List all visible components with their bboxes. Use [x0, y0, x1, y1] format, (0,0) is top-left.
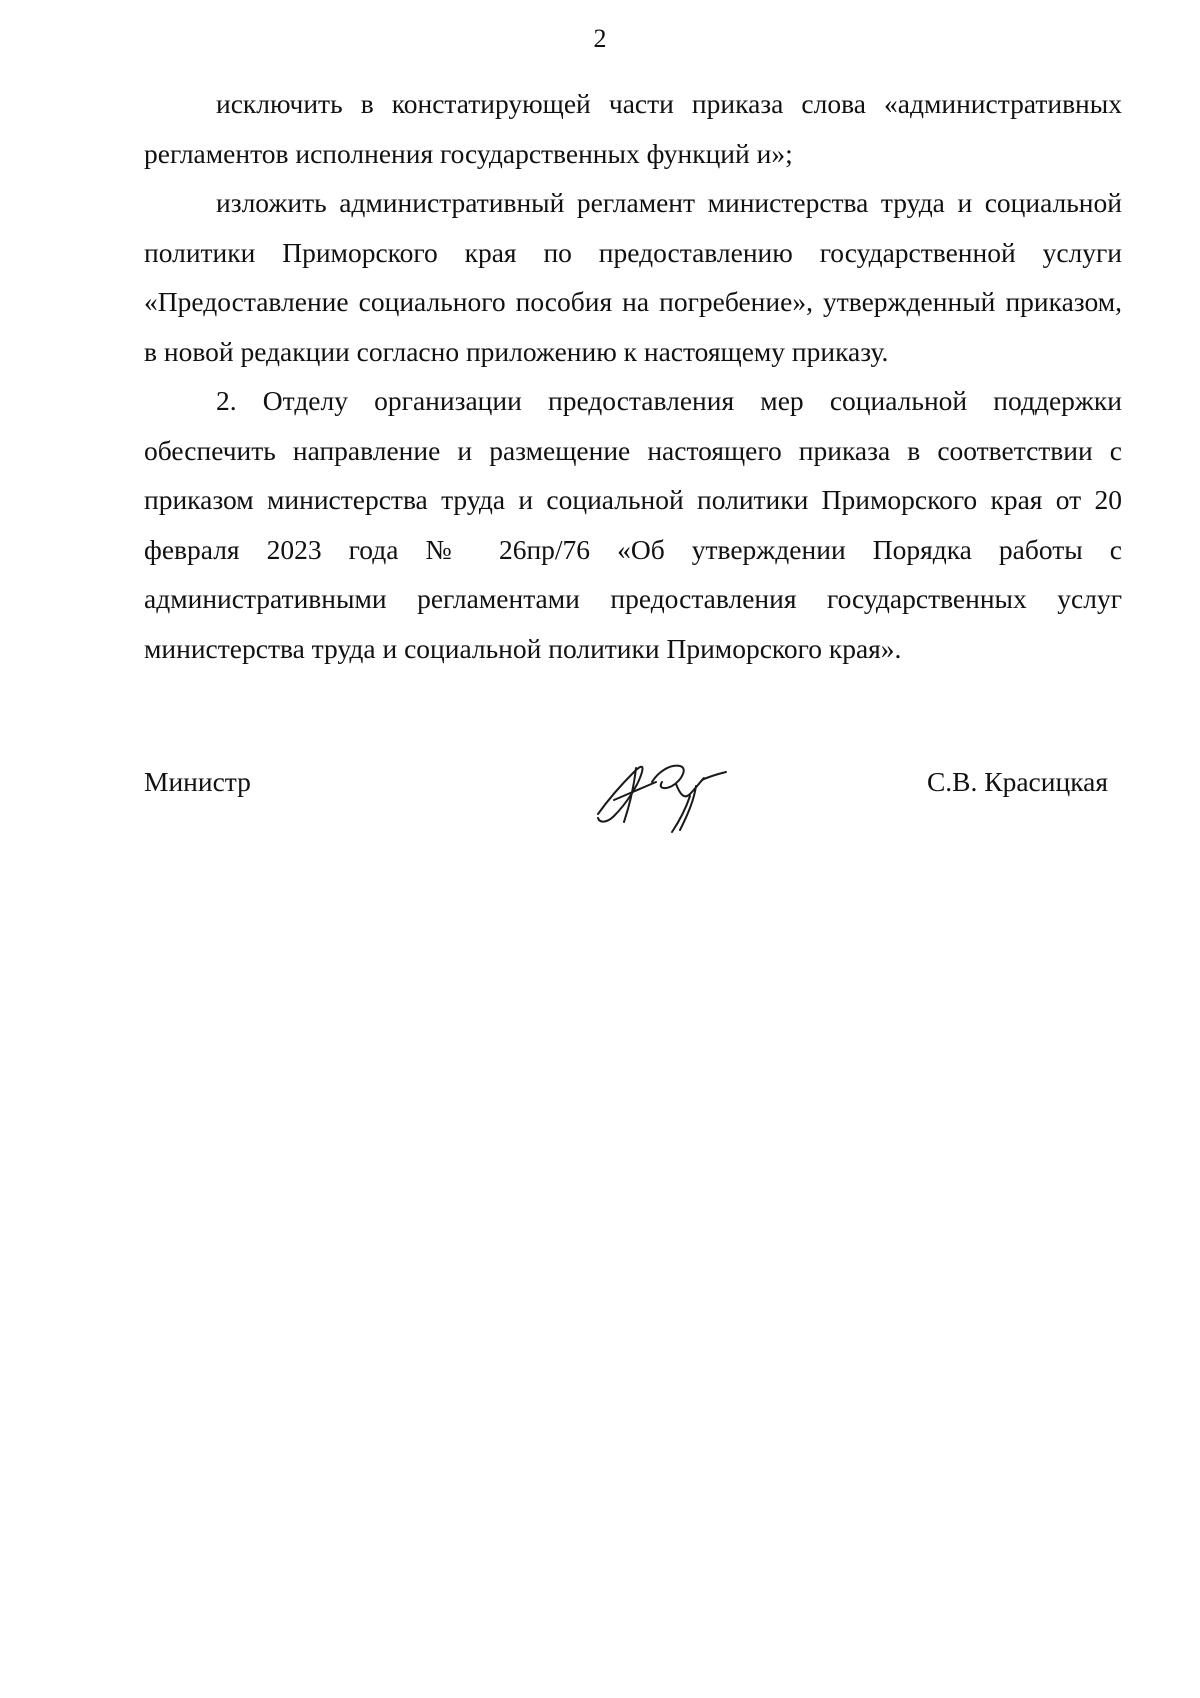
page-number: 2 — [593, 24, 607, 53]
paragraph-department-instruction: 2. Отделу организации предоставления мер социальной поддержки обеспечить направление и размещение настоящего приказа в соответствии с приказом министерства труда и социальной политики Приморского края от 20 февраля 2023 года № 26пр/76 «Об утверждении Порядка работы с административными регламентами предоставления государственных услуг министерства труда и социальной политики Приморского края». — [144, 385, 1122, 664]
handwritten-signature-icon — [584, 742, 734, 842]
signatory-position: Министр — [144, 766, 251, 797]
paragraph-exclude-words: исключить в констатирующей части приказа слова «административных регламентов исполнения государственных функций и»; — [144, 88, 1122, 169]
paragraph-new-edition: изложить административный регламент министерства труда и социальной политики Приморского края по предоставлению государственной услуги «Предоставление социального пособия на погребение», утвержденный приказом, в новой редакции согласно приложению к настоящему приказу. — [144, 187, 1122, 367]
signature-block — [144, 752, 1108, 872]
signatory-name: С.В. Красицкая — [926, 766, 1108, 797]
document-body — [144, 79, 1122, 673]
